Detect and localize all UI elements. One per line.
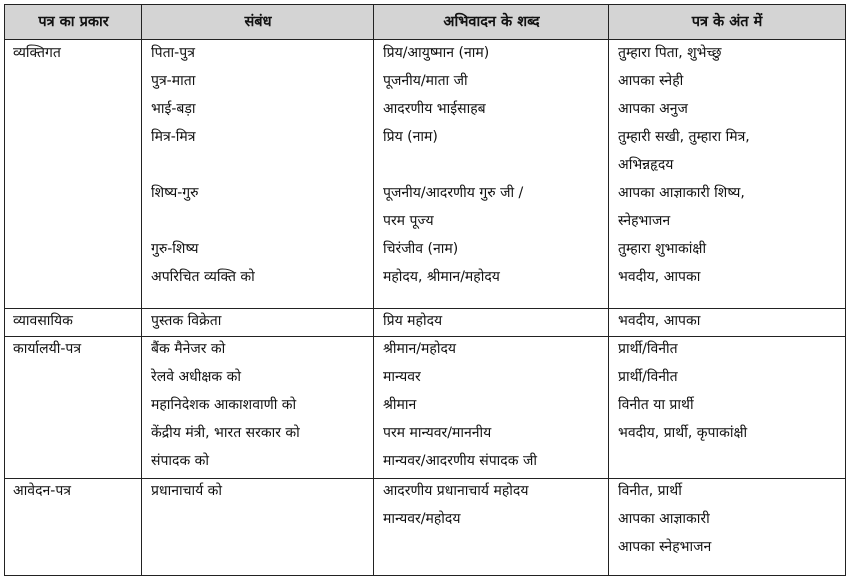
table-header-row xyxy=(5,5,845,40)
greeting-cell: प्रिय (नाम) xyxy=(383,129,438,145)
letter-type-cell: व्यक्तिगत xyxy=(13,45,61,61)
column-divider xyxy=(141,5,142,575)
closing-cell: आपका स्नेहभाजन xyxy=(618,539,712,555)
relation-cell: अपरिचित व्यक्ति को xyxy=(151,269,255,285)
closing-cell: विनीत, प्रार्थी xyxy=(618,483,682,499)
greeting-cell: आदरणीय भाईसाहब xyxy=(383,101,486,117)
closing-cell: तुम्हारी सखी, तुम्हारा मित्र, xyxy=(618,129,750,145)
header-greeting: अभिवादन के शब्द xyxy=(443,14,540,30)
greeting-cell: आदरणीय प्रधानाचार्य महोदय xyxy=(383,483,529,499)
relation-cell: रेलवे अधीक्षक को xyxy=(151,369,242,385)
relation-cell: पिता-पुत्र xyxy=(151,45,195,61)
relation-cell: गुरु-शिष्य xyxy=(151,241,199,257)
greeting-cell: श्रीमान/महोदय xyxy=(383,341,457,357)
relation-cell: मित्र-मित्र xyxy=(151,129,196,145)
closing-cell: आपका स्नेही xyxy=(618,73,684,89)
greeting-cell: मान्यवर xyxy=(383,369,421,385)
header-relation: संबंध xyxy=(244,14,272,30)
relation-cell: शिष्य-गुरु xyxy=(151,185,199,201)
closing-cell: अभिन्नहृदय xyxy=(618,157,674,173)
greeting-cell: मान्यवर/आदरणीय संपादक जी xyxy=(383,453,537,469)
closing-cell: स्नेहभाजन xyxy=(618,213,671,229)
closing-cell: आपका आज्ञाकारी xyxy=(618,511,710,527)
letter-type-cell: कार्यालयी-पत्र xyxy=(13,341,82,357)
closing-cell: आपका अनुज xyxy=(618,101,688,117)
letter-format-table xyxy=(4,4,846,576)
closing-cell: तुम्हारा शुभाकांक्षी xyxy=(618,241,707,257)
greeting-cell: मान्यवर/महोदय xyxy=(383,511,461,527)
greeting-cell: श्रीमान xyxy=(383,397,417,413)
closing-cell: आपका आज्ञाकारी शिष्य, xyxy=(618,185,745,201)
relation-cell: महानिदेशक आकाशवाणी को xyxy=(151,397,297,413)
closing-cell: तुम्हारा पिता, शुभेच्छु xyxy=(618,45,722,61)
closing-cell: भवदीय, आपका xyxy=(618,269,701,285)
closing-cell: प्रार्थी/विनीत xyxy=(618,341,678,357)
closing-cell: भवदीय, प्रार्थी, कृपाकांक्षी xyxy=(618,425,748,441)
relation-cell: पुत्र-माता xyxy=(151,73,196,89)
letter-type-cell: आवेदन-पत्र xyxy=(13,483,72,499)
greeting-cell: महोदय, श्रीमान/महोदय xyxy=(383,269,500,285)
greeting-cell: पूजनीय/माता जी xyxy=(383,73,468,89)
column-divider xyxy=(373,5,374,575)
relation-cell: केंद्रीय मंत्री, भारत सरकार को xyxy=(151,425,300,441)
greeting-cell: परम पूज्य xyxy=(383,213,434,229)
relation-cell: भाई-बड़ा xyxy=(151,101,196,117)
relation-cell: बैंक मैनेजर को xyxy=(151,341,226,357)
greeting-cell: प्रिय/आयुष्मान (नाम) xyxy=(383,45,490,61)
header-closing: पत्र के अंत में xyxy=(691,14,763,30)
closing-cell: विनीत या प्रार्थी xyxy=(618,397,694,413)
closing-cell: प्रार्थी/विनीत xyxy=(618,369,678,385)
greeting-cell: परम मान्यवर/माननीय xyxy=(383,425,492,441)
greeting-cell: प्रिय महोदय xyxy=(383,313,443,329)
relation-cell: पुस्तक विक्रेता xyxy=(151,313,222,329)
greeting-cell: पूजनीय/आदरणीय गुरु जी / xyxy=(383,185,524,201)
greeting-cell: चिरंजीव (नाम) xyxy=(383,241,459,257)
letter-type-cell: व्यावसायिक xyxy=(13,313,73,329)
closing-cell: भवदीय, आपका xyxy=(618,313,701,329)
column-divider xyxy=(608,5,609,575)
header-letter-type: पत्र का प्रकार xyxy=(38,14,109,30)
relation-cell: संपादक को xyxy=(151,453,210,469)
relation-cell: प्रधानाचार्य को xyxy=(151,483,223,499)
